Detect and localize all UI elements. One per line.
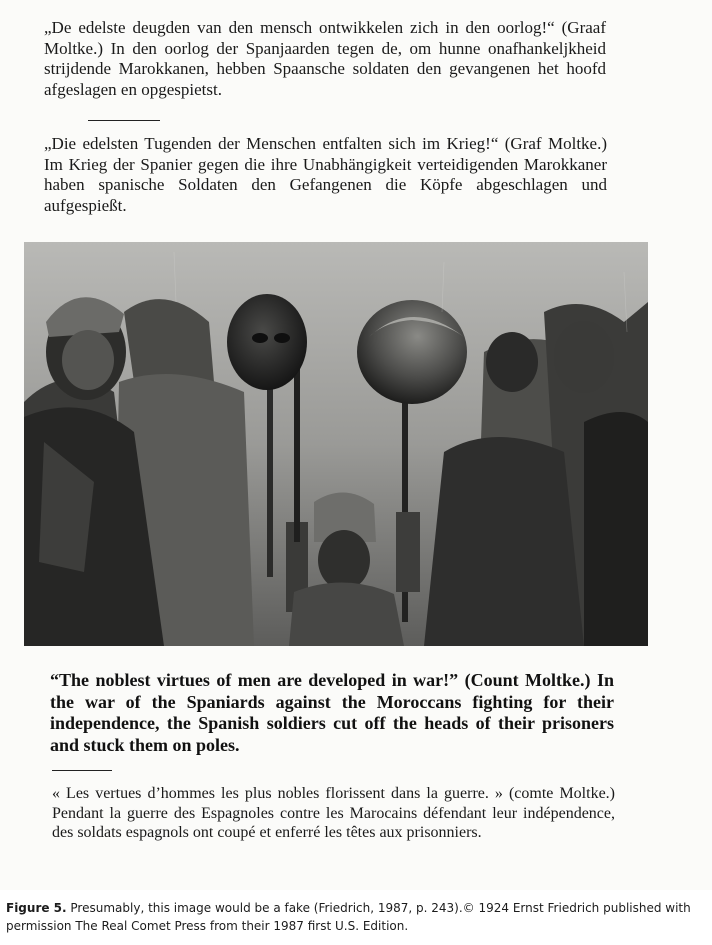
french-paragraph: « Les vertues d’hommes les plus nobles florissent dans la guerre. » (comte Moltke.) Pendant la guerre des Espagnoles contre les Marocains défendant leur indépendence, des soldats espagnols ont coupé et enferré les têtes aux prisonniers. <box>52 785 615 842</box>
separator-rule-bottom <box>52 770 112 771</box>
figure-caption-text: Presumably, this image would be a fake (Friedrich, 1987, p. 243).© 1924 Ernst Friedrich published with permission The Real Comet Press from their 1987 first U.S. Edition. <box>6 901 691 933</box>
historical-photograph <box>24 242 648 646</box>
separator-rule-top <box>88 120 160 121</box>
dutch-paragraph: „De edelste deugden van den mensch ontwikkelen zich in den oorlog!“ (Graaf Moltke.) In den oorlog der Spanjaarden tegen de, om hunne onafhankeljkheid strijdende Marokkanen, hebben Spaansche soldaten den gevangenen het hoofd afgeslagen en opgespietst. <box>44 18 606 99</box>
english-paragraph: “The noblest virtues of men are developed in war!” (Count Moltke.) In the war of the Spaniards against the Moroccans fighting for their independence, the Spanish soldiers cut off the heads of their prisoners and stuck them on poles. <box>50 670 614 755</box>
photo-illustration <box>24 242 648 646</box>
figure-caption <box>6 899 706 935</box>
figure-label: Figure 5. <box>6 901 67 915</box>
german-paragraph: „Die edelsten Tugenden der Menschen entfalten sich im Krieg!“ (Graf Moltke.) Im Krieg der Spanier gegen die ihre Unabhängigkeit verteidigenden Marokkaner haben spanische Soldaten den Gefangenen die Köpfe abgeschlagen und aufgespießt. <box>44 134 607 215</box>
